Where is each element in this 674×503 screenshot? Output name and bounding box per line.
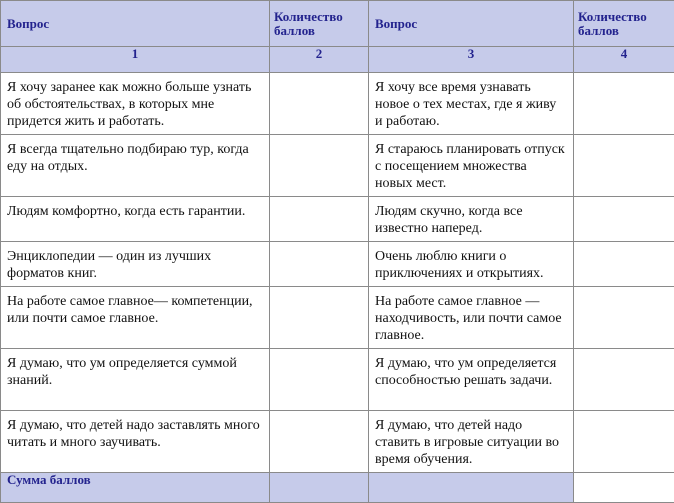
question-left: Я думаю, что детей надо заставлять много читать и много заучивать. bbox=[1, 411, 270, 473]
table-row bbox=[1, 73, 674, 135]
score-cell-right[interactable] bbox=[574, 135, 674, 197]
question-right: Я думаю, что детей надо ставить в игровые ситуации во время обучения. bbox=[369, 411, 574, 473]
question-left: Людям комфортно, когда есть гарантии. bbox=[1, 197, 270, 242]
sum-row bbox=[1, 473, 674, 503]
header-question-right: Вопрос bbox=[369, 1, 574, 47]
score-cell-right[interactable] bbox=[574, 349, 674, 411]
sum-cell-right[interactable] bbox=[574, 473, 674, 503]
table-row bbox=[1, 242, 674, 287]
sum-cell-left[interactable] bbox=[270, 473, 369, 503]
question-left: Я всегда тщательно подбираю тур, когда еду на отдых. bbox=[1, 135, 270, 197]
score-cell-left[interactable] bbox=[270, 411, 369, 473]
question-left: Я думаю, что ум определяется суммой знаний. bbox=[1, 349, 270, 411]
question-left: На работе самое главное— компетенции, или почти самое главное. bbox=[1, 287, 270, 349]
column-number-1: 1 bbox=[1, 47, 270, 73]
score-cell-right[interactable] bbox=[574, 411, 674, 473]
score-cell-left[interactable] bbox=[270, 349, 369, 411]
sum-label: Сумма баллов bbox=[1, 473, 270, 503]
question-right: Людям скучно, когда все известно наперед. bbox=[369, 197, 574, 242]
header-row bbox=[1, 1, 674, 47]
table-row bbox=[1, 135, 674, 197]
table-row bbox=[1, 197, 674, 242]
table-row bbox=[1, 411, 674, 473]
header-score-right: Количество баллов bbox=[574, 1, 674, 47]
sum-cell-middle bbox=[369, 473, 574, 503]
score-cell-right[interactable] bbox=[574, 242, 674, 287]
question-right: Очень люблю книги о приключениях и открытиях. bbox=[369, 242, 574, 287]
header-score-left: Количество баллов bbox=[270, 1, 369, 47]
score-cell-left[interactable] bbox=[270, 242, 369, 287]
score-cell-right[interactable] bbox=[574, 73, 674, 135]
question-right: Я думаю, что ум определяется способностью решать задачи. bbox=[369, 349, 574, 411]
score-cell-right[interactable] bbox=[574, 197, 674, 242]
score-cell-right[interactable] bbox=[574, 287, 674, 349]
column-number-2: 2 bbox=[270, 47, 369, 73]
score-cell-left[interactable] bbox=[270, 135, 369, 197]
question-left: Энциклопедии — один из лучших форматов книг. bbox=[1, 242, 270, 287]
score-cell-left[interactable] bbox=[270, 287, 369, 349]
column-number-3: 3 bbox=[369, 47, 574, 73]
question-right: Я хочу все время узнавать новое о тех местах, где я живу и работаю. bbox=[369, 73, 574, 135]
question-right: Я стараюсь планировать отпуск с посещением множества новых мест. bbox=[369, 135, 574, 197]
score-cell-left[interactable] bbox=[270, 197, 369, 242]
score-cell-left[interactable] bbox=[270, 73, 369, 135]
question-right: На работе самое главное — находчивость, или почти самое главное. bbox=[369, 287, 574, 349]
column-number-4: 4 bbox=[574, 47, 674, 73]
column-number-row bbox=[1, 47, 674, 73]
table-row bbox=[1, 287, 674, 349]
table-row bbox=[1, 349, 674, 411]
header-question-left: Вопрос bbox=[1, 1, 270, 47]
question-left: Я хочу заранее как можно больше узнать об обстоятельствах, в которых мне придется жить и работать. bbox=[1, 73, 270, 135]
